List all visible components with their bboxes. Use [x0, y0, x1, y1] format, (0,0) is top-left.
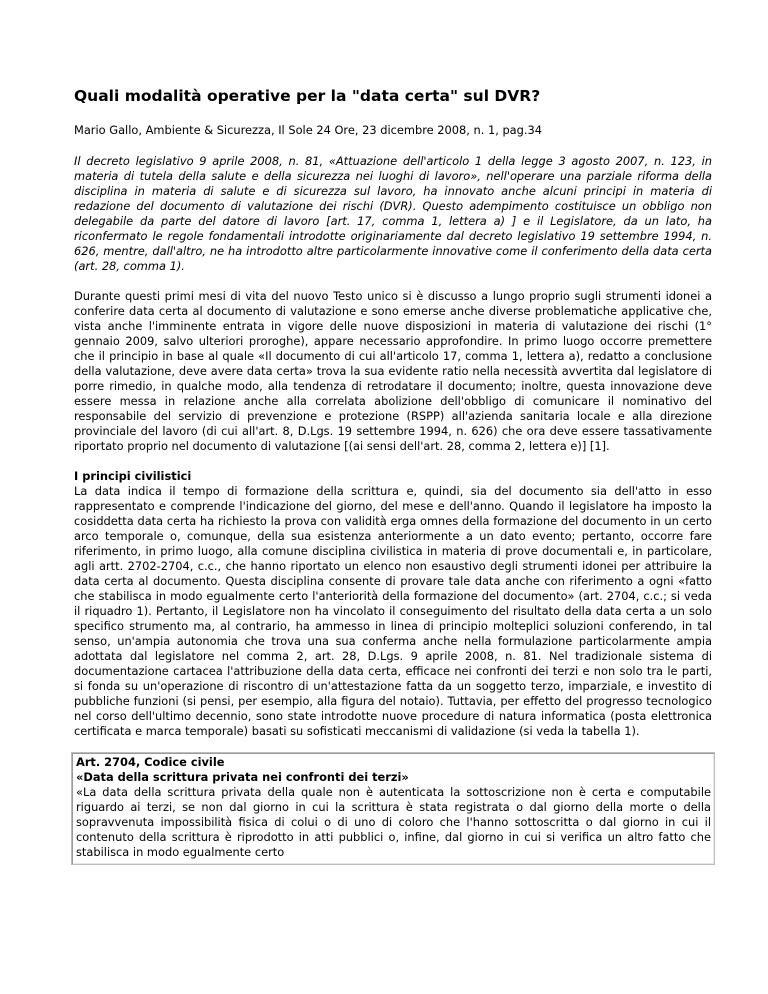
- section-body-paragraph: La data indica il tempo di formazione della scrittura e, quindi, sia del documento sia dell'atto in esso rappresentato e comprende l'indicazione del giorno, del mese e dell'anno. Quando il legislatore ha imposto la cosiddetta data certa ha richiesto la prova con validità erga omnes della formazione del documento in un certo arco temporale o, comunque, della sua esistenza anteriormente a un dato evento; pertanto, occorre fare riferimento, in primo luogo, alla comune disciplina civilistica in materia di prove documentali e, in particolare, agli artt. 2702-2704, c.c., che hanno riportato un elenco non esaustivo degli strumenti idonei per attribuire la data certa al documento. Questa disciplina consente di provare tale data anche con riferimento a ogni «fatto che stabilisca in modo egualmente certo l'anteriorità della formazione del documento» (art. 2704, c.c.; si veda il riquadro 1). Pertanto, il Legislatore non ha vincolato il conseguimento del risultato della data certa a un solo specifico strumento ma, al contrario, ha ammesso in linea di principio molteplici soluzioni conferendo, in tal senso, un'ampia autonomia che trova una sua conferma anche nella formulazione particolarmente ampia adottata dal legislatore nel comma 2, art. 28, D.Lgs. 9 aprile 2008, n. 81. Nel tradizionale sistema di documentazione cartacea l'attribuzione della data certa, efficace nei confronti dei terzi e non solo tra le parti, si fonda su un'operazione di riscontro di un'attestazione fatta da un soggetto terzo, imparziale, e investito di pubbliche funzioni (si pensi, per esempio, alla figura del notaio). Tuttavia, per effetto del progresso tecnologico nel corso dell'ultimo decennio, sono state introdotte nuove procedure di natura informatica (posta elettronica certificata e marca temporale) basati su sofisticati meccanismi di validazione (si veda la tabella 1).: [74, 484, 712, 738]
- article-title: Quali modalità operative per la "data certa" sul DVR?: [74, 87, 541, 105]
- box-title: Art. 2704, Codice civile: [76, 755, 225, 769]
- article-byline: Mario Gallo, Ambiente & Sicurezza, Il Sole 24 Ore, 23 dicembre 2008, n. 1, pag.34: [74, 123, 542, 137]
- box-subtitle: «Data della scrittura privata nei confronti dei terzi»: [76, 770, 409, 784]
- legal-quote-box: [71, 752, 715, 865]
- article-abstract: Il decreto legislativo 9 aprile 2008, n. 81, «Attuazione dell'articolo 1 della legge 3 agosto 2007, n. 123, in materia di tutela della salute e della sicurezza nei luoghi di lavoro», nell'operare una parziale riforma della disciplina in materia di salute e di sicurezza sul lavoro, ha innovato anche alcuni principi in materia di redazione del documento di valutazione dei rischi (DVR). Questo adempimento costituisce un obbligo non delegabile da parte del datore di lavoro [art. 17, comma 1, lettera a) ] e il Legislatore, da un lato, ha riconfermato le regole fondamentali introdotte originariamente dal decreto legislativo 19 settembre 1994, n. 626, mentre, dall'altro, ne ha introdotto altre particolarmente innovative come il conferimento della data certa (art. 28, comma 1).: [74, 154, 712, 273]
- box-quote-text: «La data della scrittura privata della quale non è autenticata la sottoscrizione non è certa e computabile riguardo ai terzi, se non dal giorno in cui la scrittura è stata registrata o dal giorno della morte o della sopravvenuta impossibilità fisica di colui o di uno di coloro che l'hanno sottoscritta o dal giorno in cui il contenuto della scrittura è riprodotto in atti pubblici o, infine, dal giorno in cui si verifica un altro fatto che stabilisca in modo egualmente certo: [76, 785, 711, 859]
- article-intro-paragraph: Durante questi primi mesi di vita del nuovo Testo unico si è discusso a lungo proprio sugli strumenti idonei a conferire data certa al documento di valutazione e sono emerse anche diverse problematiche applicative che, vista anche l'imminente entrata in vigore delle nuove disposizioni in materia di valutazione dei rischi (1° gennaio 2009, salvo ulteriori proroghe), appare necessario approfondire. In primo luogo occorre premettere che il principio in base al quale «Il documento di cui all'articolo 17, comma 1, lettera a), redatto a conclusione della valutazione, deve avere data certa» trova la sua evidente ratio nella necessità avvertita dal legislatore di porre rimedio, in qualche modo, alla tendenza di retrodatare il documento; inoltre, questa innovazione deve essere messa in relazione anche alla correlata abolizione dell'obbligo di comunicare il nominativo del responsabile del servizio di prevenzione e protezione (RSPP) all'azienda sanitaria locale e alla direzione provinciale del lavoro (di cui all'art. 8, D.Lgs. 19 settembre 1994, n. 626) che ora deve essere tassativamente riportato proprio nel documento di valutazione [(ai sensi dell'art. 28, comma 2, lettera e)] [1].: [74, 289, 712, 453]
- section-heading: I principi civilistici: [74, 469, 192, 483]
